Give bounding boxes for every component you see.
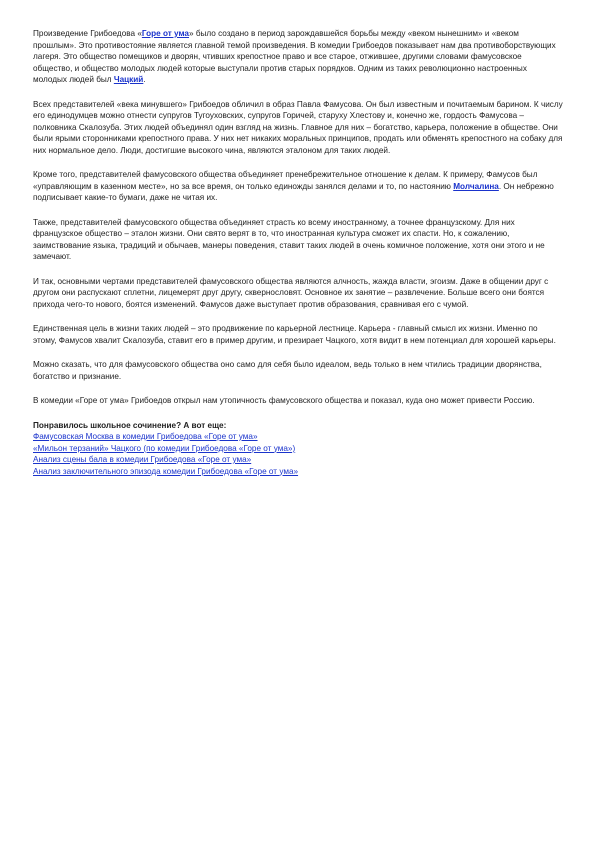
- paragraph-text: » было создано в период зарождавшейся борьбы между «веком нынешним» и «веком прошлым». Это противостояние является главной темой произведения. В комедии Грибоедов показывает нам два противоборствующих лагеря. Это общество помещиков и дворян, чтивших крепостное право и все старое, отжившее, другими словами фамусовское общество, и общество молодых людей которые выступали против старых порядков. Одним из таких революционно настроенных молодых людей был: [33, 29, 556, 84]
- paragraph-text: Можно сказать, что для фамусовского общества оно само для себя было идеалом, ведь только в нем чтились традиции дворянства, богатство и признание.: [33, 360, 542, 381]
- essay-paragraph: [33, 217, 563, 263]
- related-link-final-episode[interactable]: Анализ заключительного эпизода комедии Грибоедова «Горе от ума»: [33, 466, 299, 476]
- related-link-ball-scene[interactable]: Анализ сцены бала в комедии Грибоедова «Горе от ума»: [33, 455, 252, 464]
- list-item: [33, 454, 563, 466]
- essay-paragraph: [33, 276, 563, 311]
- paragraph-text: В комедии «Горе от ума» Грибоедов открыл нам утопичность фамусовского общества и показал, куда оно может привести Россию.: [33, 396, 535, 405]
- paragraph-text: И так, основными чертами представителей фамусовского общества являются алчность, жажда власти, эгоизм. Даже в общении друг с другом они распускают сплетни, лицемерят друг другу, сквернословят. Основное их занятие – развлечение. Больше всего они боятся прихода чего-то нового, боятся изменений. Фамусов даже выступает против образования, сравнивая его с чумой.: [33, 276, 549, 309]
- related-essays: [33, 420, 563, 478]
- essay-paragraph: [33, 169, 563, 204]
- essay-paragraph: [33, 28, 563, 86]
- list-item: [33, 431, 563, 443]
- related-link-million-torments[interactable]: «Мильон терзаний» Чацкого (по комедии Грибоедова «Горе от ума»): [33, 443, 296, 453]
- essay-paragraph: [33, 395, 563, 407]
- list-item: [33, 466, 563, 478]
- list-item: [33, 443, 563, 455]
- paragraph-text: Всех представителей «века минувшего» Грибоедов обличил в образ Павла Фамусова. Он был известным и почитаемым барином. К числу его единодумцев можно отнести супругов Тугоуховских, супругов Горичей, старуху Хлестову и, конечно же, гордость Фамусова – полковника Скалозуба. Этих людей объединял один взгляд на жизнь. Главное для них – богатство, карьера, положение в обществе. Они были ярыми сторонниками крепостного права. У них нет никаких моральных принципов, продать или обменять крепостного на собаку для них нормальное дело. Люди, достигшие высокого чина, являются эталоном для таких людей.: [33, 99, 563, 155]
- paragraph-text: Также, представителей фамусовского общества объединяет страсть ко всему иностранному, а точнее французскому. Для них французское общество – эталон жизни. Они свято верят в то, что иностранная культура сможет их спасти. Но, к сожалению, заимствование языка, традиций и обычаев, манеры поведения, ставит таких людей в очень комичное положение, хотя они этого и не замечают.: [33, 217, 545, 261]
- related-essays-list: [33, 431, 563, 477]
- related-essays-title: Понравилось школьное сочинение? А вот еще:: [33, 420, 227, 430]
- paragraph-text: Кроме того, представителей фамусовского общества объединяет пренебрежительное отношение к делам. К примеру, Фамусов был «управляющим в казенном месте», но за все время, он только единожды занялся делами и то, по настоянию: [33, 170, 538, 191]
- essay-paragraph: [33, 99, 563, 157]
- link-chatsky[interactable]: Чацкий: [113, 75, 144, 84]
- paragraph-text: Произведение Грибоедова «: [33, 29, 142, 38]
- essay-paragraph: [33, 359, 563, 382]
- related-link-famusov-moscow[interactable]: Фамусовская Москва в комедии Грибоедова «Горе от ума»: [33, 432, 258, 441]
- essay-body: [33, 28, 563, 407]
- link-molchalin[interactable]: Молчалина: [453, 181, 499, 191]
- paragraph-text: Единственная цель в жизни таких людей – это продвижение по карьерной лестнице. Карьера - главный смысл их жизни. Именно по этому, Фамусов хвалит Скалозуба, ставит его в пример другим, и презирает Чацкого, хотя видит в нем потенциал для хорошей карьеры.: [33, 324, 556, 345]
- essay-paragraph: [33, 323, 563, 346]
- paragraph-text: . Он небрежно подписывает какие-то бумаги, даже не читая их.: [33, 181, 554, 202]
- link-gore-ot-uma[interactable]: Горе от ума: [141, 29, 189, 38]
- paragraph-text: .: [143, 75, 146, 84]
